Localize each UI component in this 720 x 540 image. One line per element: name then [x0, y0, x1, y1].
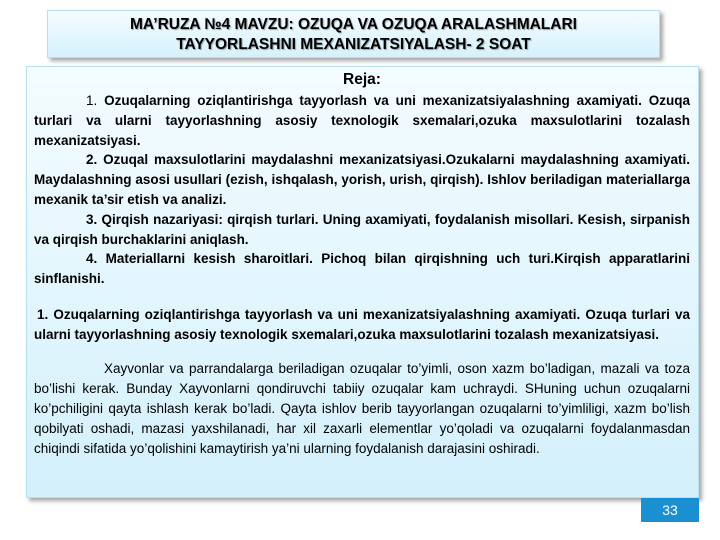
plan-item-text: 4. Materiallarni kesish sharoitlari. Pichoq bilan qirqishning uch turi.Kirqish apparatlarini sinflanishi.	[34, 251, 690, 287]
plan-item-number: 1.	[86, 93, 98, 108]
plan-item	[34, 91, 690, 150]
plan-item-text: 2. Ozuqal maxsulotlarini maydalashni mexanizatsiyasi.Ozukalarni maydalashning axamiyati. Maydalashning asosi usullari (ezish, ishqalash, yorish, urish, qirqish). Ishlov beriladigan materiallarga mexanik ta’sir etish va analizi.	[34, 152, 690, 207]
plan-item	[34, 210, 690, 250]
plan-item-text: Ozuqalarning oziqlantirishga tayyorlash va uni mexanizatsiyalashning axamiyati. Ozuqa turlari va ularni tayyorlashning asosiy texnologik sxemalari,ozuka maxsulotlarini tozalash mexanizatsiyasi.	[34, 93, 690, 148]
slide-title	[47, 10, 660, 58]
plan-item	[34, 249, 690, 289]
plan-item	[34, 150, 690, 209]
body-paragraph-text: Xayvonlar va parrandalarga beriladigan ozuqalar to’yimli, oson xazm bo’ladigan, mazali va toza bo’lishi kerak. Bunday Xayvonlarni qondiruvchi tabiiy ozuqalar kam uchraydi. SHuning uchun ozuqalarni ko’pchiligini qayta ishlash kerak bo’ladi. Qayta ishlov berib tayyorlangan ozuqalarni to’yimliligi, xazm bo’lish qobilyati oshadi, mazasi yaxshilanadi, har xil zaxarli elementlar yo’qoladi va ozuqalarni foydalanmasdan chiqindi sifatida yo’qolishini kamaytirish ya’ni ularning foydalanish darajasini oshiradi.	[34, 360, 690, 456]
page-number-badge: 33	[641, 498, 699, 522]
plan-heading: Reja:	[343, 71, 381, 88]
plan-list	[34, 91, 690, 289]
body-paragraph	[34, 359, 690, 459]
slide-title-line-1: MA’RUZA №4 MAVZU: OZUQA VA OZUQA ARALASHMALARI	[130, 16, 577, 33]
section-heading: 1. Ozuqalarning oziqlantirishga tayyorlash va uni mexanizatsiyalashning axamiyati. Ozuqa turlari va ularni tayyorlashning asosiy texnologik sxemalari,ozuka maxsulotlarini tozalash mexanizatsiyasi.	[34, 306, 690, 342]
slide-title-line-2: TAYYORLASHNI MEXANIZATSIYALASH- 2 SOAT	[176, 36, 531, 53]
content-panel	[26, 66, 699, 498]
plan-item-text: 3. Qirqish nazariyasi: qirqish turlari. Uning axamiyati, foydalanish misollari. Kesish, sirpanish va qirqish burchaklarini aniqlash.	[34, 211, 690, 247]
